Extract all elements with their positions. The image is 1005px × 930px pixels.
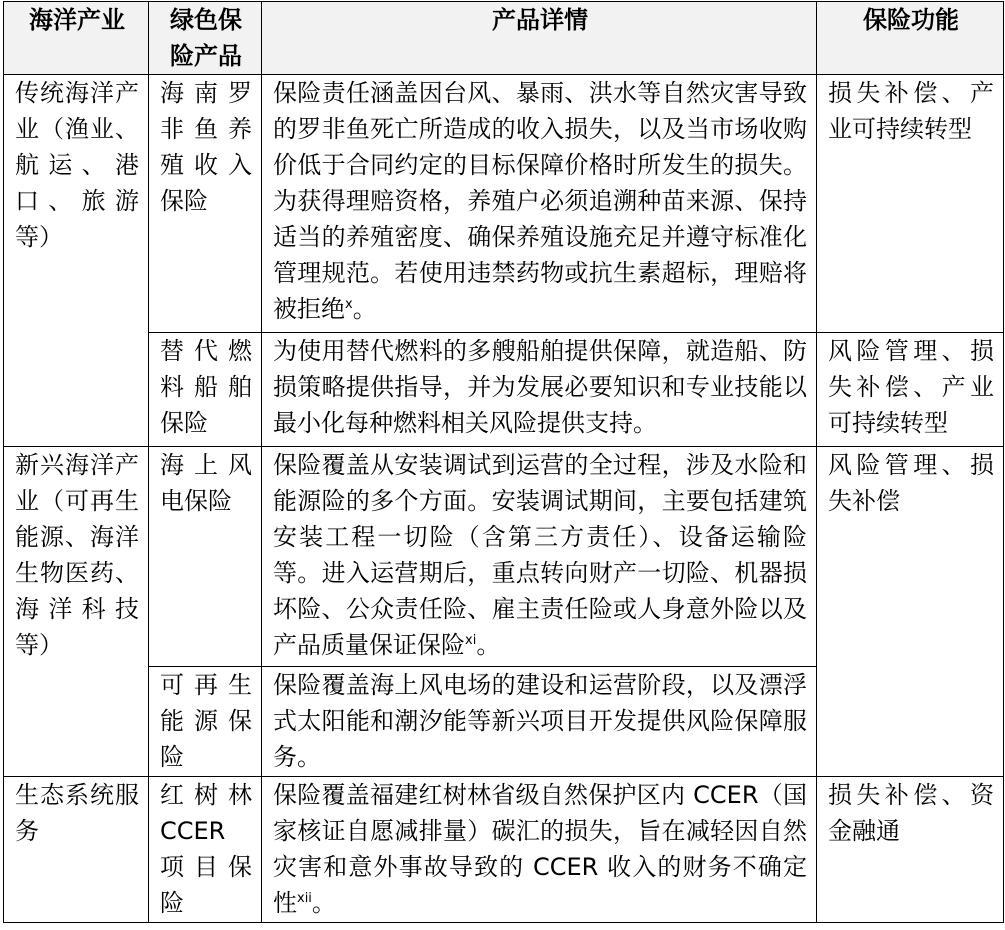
function-cell: 风险管理、损失补偿	[817, 447, 1004, 777]
table-row	[4, 777, 1004, 923]
footnote-marker: xi	[465, 633, 477, 648]
table-row	[4, 447, 1004, 667]
footnote-marker: xii	[297, 891, 312, 906]
industry-cell: 生态系统服务	[4, 777, 149, 923]
product-cell: 替代燃料船舶保险	[149, 333, 262, 447]
header-function: 保险功能	[817, 2, 1004, 75]
industry-cell: 传统海洋产业（渔业、航运、港口、旅游等）	[4, 75, 149, 447]
product-cell: 海南罗非鱼养殖收入保险	[149, 75, 262, 333]
details-cell: 为使用替代燃料的多艘船舶提供保障，就造船、防损策略提供指导，并为发展必要知识和专业技能以最小化每种燃料相关风险提供支持。	[262, 333, 817, 447]
details-cell: 保险责任涵盖因台风、暴雨、洪水等自然灾害导致的罗非鱼死亡所造成的收入损失，以及当市场收购价低于合同约定的目标保障价格时所发生的损失。为获得理赔资格，养殖户必须追溯种苗来源、保持适当的养殖密度、确保养殖设施充足并遵守标准化管理规范。若使用违禁药物或抗生素超标，理赔将被拒绝$^x$。	[262, 75, 817, 333]
green-insurance-table	[3, 1, 1004, 923]
product-cell: 海上风电保险	[149, 447, 262, 667]
footnote-marker: x	[345, 297, 353, 312]
details-text: 保险覆盖从安装调试到运营的全过程，涉及水险和能源险的多个方面。安装调试期间，主要包括建筑安装工程一切险（含第三方责任）、设备运输险等。进入运营期后，重点转向财产一切险、机器损坏险、公众责任险、雇主责任险或人身意外险以及产品质量保证保险	[273, 451, 807, 659]
function-cell: 风险管理、损失补偿、产业可持续转型	[817, 333, 1004, 447]
table-row	[4, 333, 1004, 447]
header-product: 绿色保险产品	[149, 2, 262, 75]
details-tail: 。	[311, 889, 336, 917]
header-details: 产品详情	[262, 2, 817, 75]
function-cell: 损失补偿、资金融通	[817, 777, 1004, 923]
details-text: 保险责任涵盖因台风、暴雨、洪水等自然灾害导致的罗非鱼死亡所造成的收入损失，以及当市场收购价低于合同约定的目标保障价格时所发生的损失。为获得理赔资格，养殖户必须追溯种苗来源、保持适当的养殖密度、确保养殖设施充足并遵守标准化管理规范。若使用违禁药物或抗生素超标，理赔将被拒绝	[273, 79, 807, 323]
industry-cell: 新兴海洋产业（可再生能源、海洋生物医药、海洋科技等）	[4, 447, 149, 777]
product-cell: 可再生能源保险	[149, 667, 262, 777]
header-industry: 海洋产业	[4, 2, 149, 75]
details-cell	[262, 447, 817, 667]
header-row	[4, 2, 1004, 75]
details-cell: 保险覆盖海上风电场的建设和运营阶段，以及漂浮式太阳能和潮汐能等新兴项目开发提供风险保障服务。	[262, 667, 817, 777]
details-tail: 。	[476, 631, 501, 659]
details-text: 保险覆盖福建红树林省级自然保护区内 CCER（国家核证自愿减排量）碳汇的损失，旨在减轻因自然灾害和意外事故导致的 CCER 收入的财务不确定性	[273, 781, 807, 917]
function-cell: 损失补偿、产业可持续转型	[817, 75, 1004, 333]
table-row	[4, 75, 1004, 333]
details-cell	[262, 777, 817, 923]
product-cell: 红树林 CCER 项目保险	[149, 777, 262, 923]
